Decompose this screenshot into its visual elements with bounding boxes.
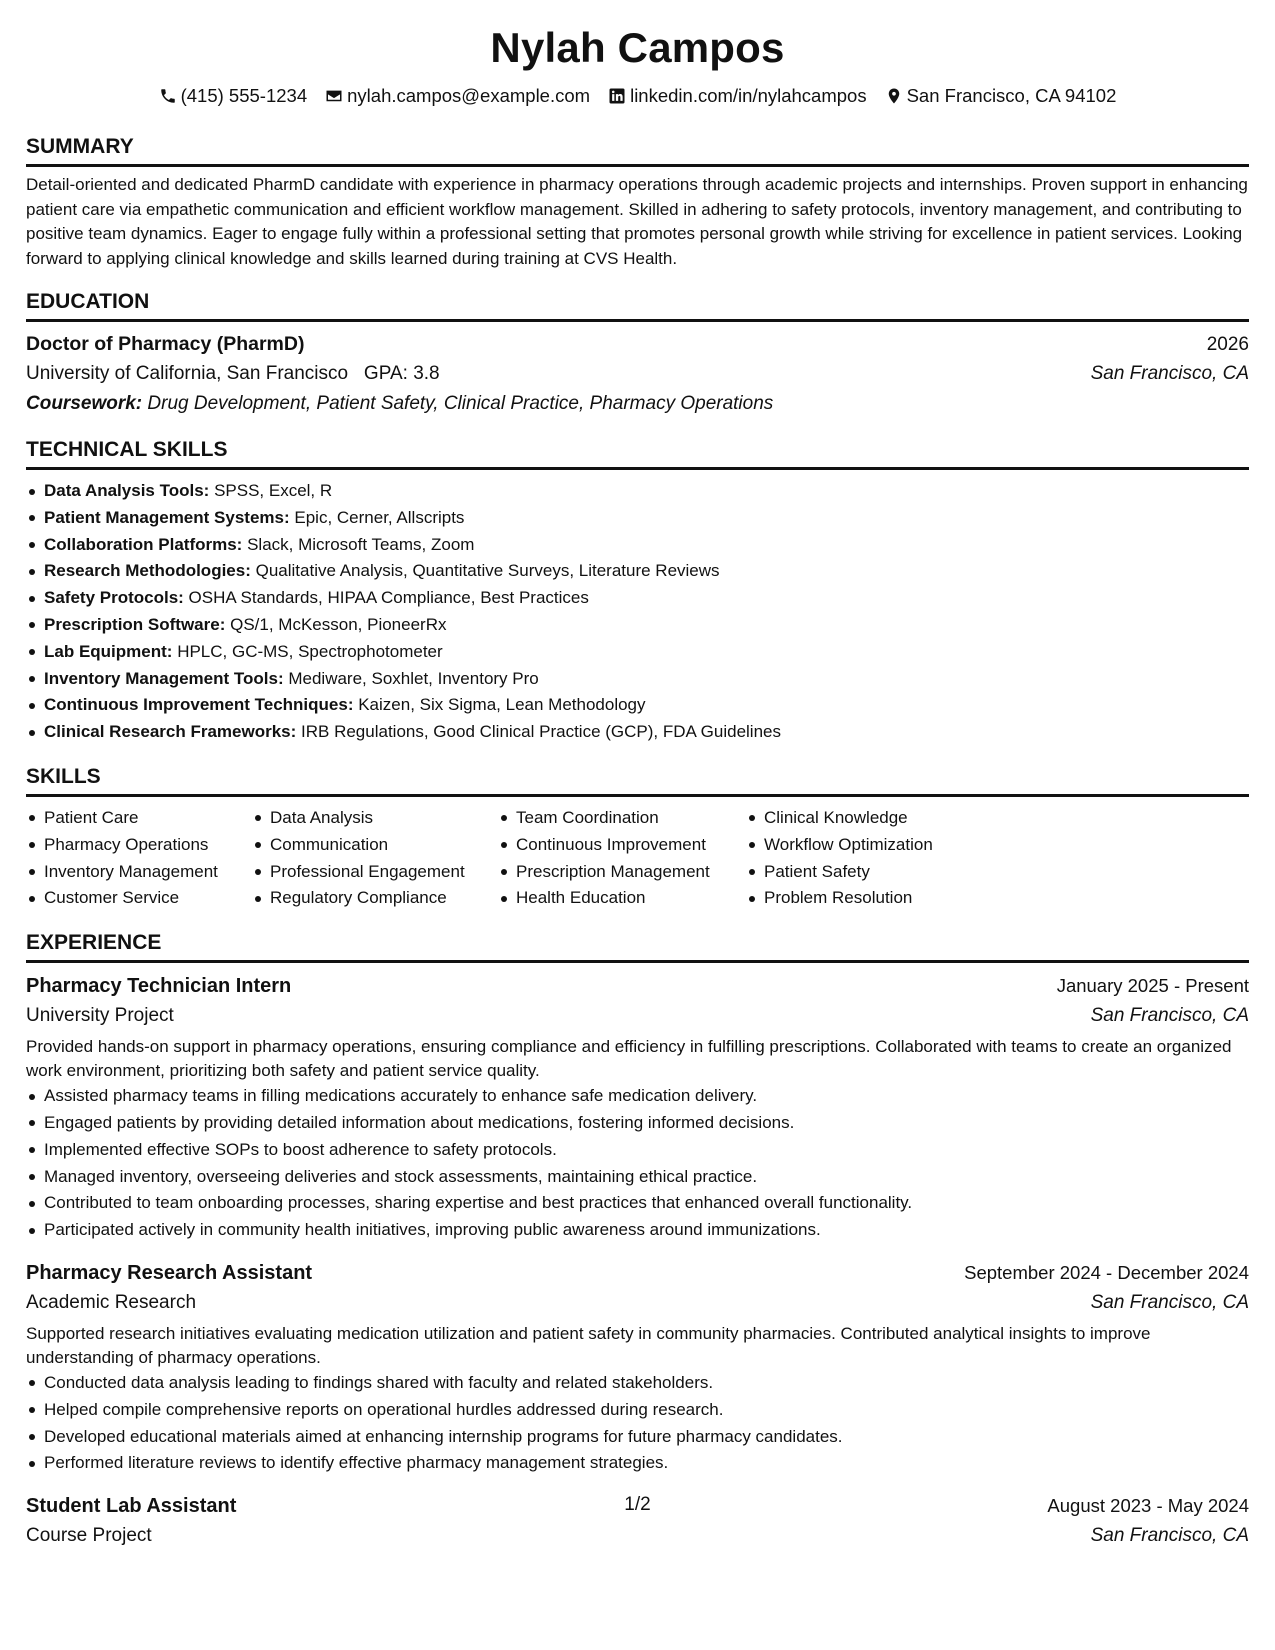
skill-values: Mediware, Soxhlet, Inventory Pro (288, 668, 539, 688)
skill-values: Kaizen, Six Sigma, Lean Methodology (358, 695, 646, 715)
list-item (26, 612, 1249, 639)
job-organization: University Project (26, 1005, 174, 1027)
degree-name: Doctor of Pharmacy (PharmD) (26, 333, 305, 355)
skills-column (746, 805, 986, 912)
list-item: Patient Care (26, 805, 252, 832)
contact-linkedin[interactable] (608, 84, 867, 108)
job-organization: Course Project (26, 1525, 152, 1547)
skills-section (26, 764, 1249, 912)
summary-text: Detail-oriented and dedicated PharmD candidate with experience in pharmacy operations through academic projects and internships. Proven support in enhancing patient care via empathetic communication and efficient workflow management. Skilled in adhering to safety protocols, inventory management, and contributing to positive team dynamics. Eager to engage fully within a professional setting that promotes personal growth while striving for excellence in patient services. Looking forward to applying clinical knowledge and skills learned during training at CVS Health. (26, 175, 1248, 268)
list-item: Implemented effective SOPs to boost adherence to safety protocols. (26, 1137, 1249, 1164)
list-item: Prescription Management (498, 859, 746, 886)
job-dates: January 2025 - Present (1056, 975, 1249, 997)
skill-values: QS/1, McKesson, PioneerRx (230, 614, 447, 634)
skills-grid (26, 805, 1249, 912)
linkedin-text[interactable]: linkedin.com/in/nylahcampos (630, 85, 867, 106)
skill-values: Qualitative Analysis, Quantitative Surveys, Literature Reviews (255, 561, 720, 581)
envelope-icon (325, 87, 343, 105)
gpa: GPA: 3.8 (363, 363, 440, 384)
list-item: Clinical Knowledge (746, 805, 986, 832)
section-title: EXPERIENCE (26, 930, 1249, 963)
job-dates: August 2023 - May 2024 (1047, 1495, 1249, 1517)
job-bullets (26, 1370, 1249, 1477)
list-item (26, 719, 1249, 746)
skill-category: Continuous Improvement Techniques: (44, 695, 354, 715)
education-school-row (26, 359, 1249, 389)
list-item: Health Education (498, 885, 746, 912)
experience-section (26, 930, 1249, 1551)
job-org-row (26, 1288, 1249, 1318)
linkedin-icon (608, 87, 626, 105)
list-item: Professional Engagement (252, 859, 498, 886)
graduation-year: 2026 (1206, 334, 1249, 355)
contact-bar (26, 84, 1249, 108)
list-item: Developed educational materials aimed at enhancing internship programs for future pharmacy candidates. (26, 1424, 1249, 1451)
job-title: Student Lab Assistant (26, 1495, 237, 1518)
job-title: Pharmacy Technician Intern (26, 975, 292, 998)
skill-category: Collaboration Platforms: (44, 534, 243, 554)
list-item: Customer Service (26, 885, 252, 912)
section-title: TECHNICAL SKILLS (26, 437, 1249, 470)
job-org-row (26, 1521, 1249, 1551)
list-item: Assisted pharmacy teams in filling medications accurately to enhance safe medication delivery. (26, 1083, 1249, 1110)
list-item: Conducted data analysis leading to findings shared with faculty and related stakeholders. (26, 1370, 1249, 1397)
skill-category: Inventory Management Tools: (44, 668, 284, 688)
job-description: Supported research initiatives evaluating medication utilization and patient safety in community pharmacies. Contributed analytical insights to improve understanding of pharmacy operations. (26, 1323, 1151, 1367)
list-item: Managed inventory, overseeing deliveries and stock assessments, maintaining ethical practice. (26, 1164, 1249, 1191)
skills-column (252, 805, 498, 912)
list-item: Team Coordination (498, 805, 746, 832)
education-section (26, 289, 1249, 419)
skill-category: Data Analysis Tools: (44, 481, 210, 500)
coursework-label: Coursework: (26, 393, 143, 414)
job-entry (26, 1258, 1249, 1477)
job-dates: September 2024 - December 2024 (964, 1261, 1249, 1283)
skill-values: OSHA Standards, HIPAA Compliance, Best Practices (188, 588, 589, 608)
coursework-list: Drug Development, Patient Safety, Clinical Practice, Pharmacy Operations (147, 393, 774, 414)
technical-skills-list (26, 478, 1249, 746)
job-entry (26, 971, 1249, 1244)
list-item (26, 558, 1249, 585)
job-location: San Francisco, CA (1090, 1005, 1249, 1027)
skill-values: Slack, Microsoft Teams, Zoom (247, 534, 475, 554)
list-item (26, 505, 1249, 532)
skill-category: Research Methodologies: (44, 561, 251, 581)
list-item (26, 478, 1249, 505)
skills-column (498, 805, 746, 912)
skill-values: SPSS, Excel, R (214, 481, 333, 500)
section-title: SUMMARY (26, 134, 1249, 167)
school-info (26, 359, 440, 389)
list-item (26, 639, 1249, 666)
skill-category: Safety Protocols: (44, 588, 184, 608)
email-text[interactable]: nylah.campos@example.com (347, 85, 591, 106)
job-location: San Francisco, CA (1090, 1291, 1249, 1313)
location-text: San Francisco, CA 94102 (906, 85, 1117, 106)
job-header-row (26, 971, 1249, 1001)
list-item (26, 666, 1249, 693)
list-item: Data Analysis (252, 805, 498, 832)
technical-skills-section (26, 437, 1249, 746)
skill-values: HPLC, GC-MS, Spectrophotometer (177, 641, 443, 661)
job-organization: Academic Research (26, 1291, 197, 1313)
job-org-row (26, 1001, 1249, 1031)
school-location: San Francisco, CA (1090, 363, 1249, 384)
phone-icon (159, 87, 177, 105)
map-marker-icon (885, 87, 903, 105)
list-item: Participated actively in community health initiatives, improving public awareness around immunizations. (26, 1217, 1249, 1244)
contact-email[interactable] (325, 84, 590, 108)
school-name: University of California, San Francisco (26, 363, 349, 384)
list-item (26, 692, 1249, 719)
list-item: Continuous Improvement (498, 832, 746, 859)
list-item: Regulatory Compliance (252, 885, 498, 912)
section-title: SKILLS (26, 764, 1249, 797)
summary-section (26, 134, 1249, 271)
list-item: Inventory Management (26, 859, 252, 886)
skill-category: Patient Management Systems: (44, 507, 290, 527)
list-item: Patient Safety (746, 859, 986, 886)
skill-category: Prescription Software: (44, 614, 226, 634)
skills-column (26, 805, 252, 912)
list-item: Engaged patients by providing detailed information about medications, fostering informed decisions. (26, 1110, 1249, 1137)
list-item: Contributed to team onboarding processes, sharing expertise and best practices that enhanced overall functionality. (26, 1190, 1249, 1217)
coursework (26, 389, 1249, 419)
skill-category: Lab Equipment: (44, 641, 173, 661)
skill-values: Epic, Cerner, Allscripts (294, 507, 465, 527)
candidate-name: Nylah Campos (490, 24, 785, 71)
list-item: Problem Resolution (746, 885, 986, 912)
job-bullets (26, 1083, 1249, 1244)
education-degree-row (26, 330, 1249, 359)
section-title: EDUCATION (26, 289, 1249, 322)
list-item: Pharmacy Operations (26, 832, 252, 859)
list-item: Communication (252, 832, 498, 859)
list-item: Workflow Optimization (746, 832, 986, 859)
skill-category: Clinical Research Frameworks: (44, 722, 297, 742)
list-item: Helped compile comprehensive reports on operational hurdles addressed during research. (26, 1397, 1249, 1424)
contact-location (885, 84, 1117, 108)
list-item (26, 532, 1249, 559)
list-item (26, 585, 1249, 612)
job-location: San Francisco, CA (1090, 1525, 1249, 1547)
page-number: 1/2 (624, 1494, 651, 1515)
job-description: Provided hands-on support in pharmacy operations, ensuring compliance and efficiency in fulfilling prescriptions. Collaborated with teams to create an organized work environment, prioritizing both safety and patient service quality. (26, 1037, 1232, 1081)
phone-text: (415) 555-1234 (180, 85, 308, 106)
list-item: Performed literature reviews to identify effective pharmacy management strategies. (26, 1450, 1249, 1477)
job-header-row (26, 1258, 1249, 1288)
resume-page (26, 0, 1249, 1650)
job-title: Pharmacy Research Assistant (26, 1261, 313, 1284)
contact-phone (159, 84, 308, 108)
skill-values: IRB Regulations, Good Clinical Practice (GCP), FDA Guidelines (301, 722, 781, 742)
